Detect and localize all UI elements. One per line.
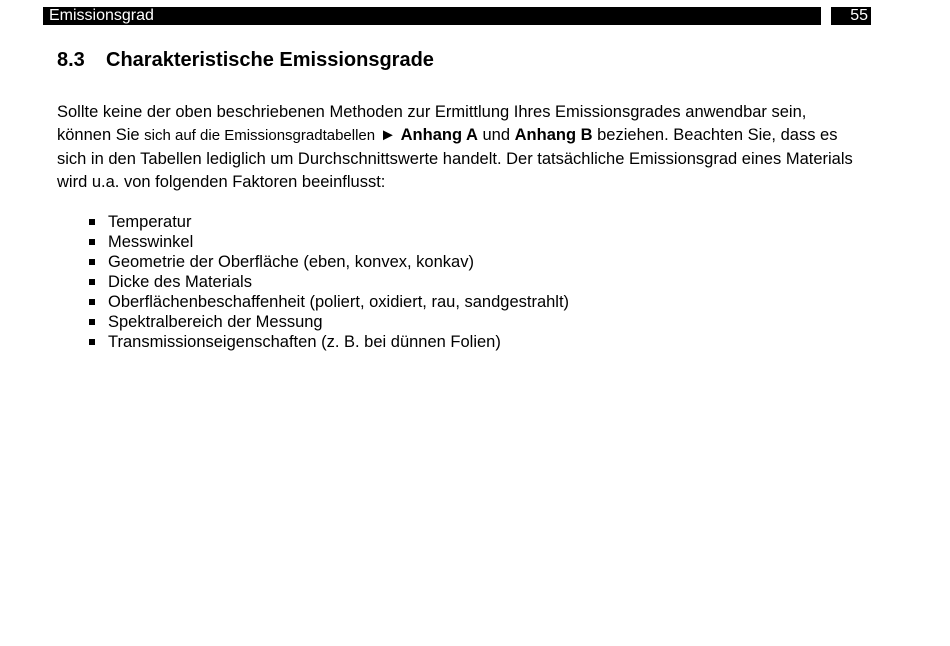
intro-paragraph (57, 101, 857, 194)
list-item: Geometrie der Oberfläche (eben, konvex, konkav) (57, 252, 569, 272)
appendix-b-reference[interactable]: Anhang B (514, 126, 593, 145)
page-number: 55 (831, 7, 871, 25)
running-header-title: Emissionsgrad (49, 7, 154, 24)
running-header (43, 7, 821, 25)
list-item: Messwinkel (57, 232, 569, 252)
paragraph-text-1: Sollte keine der oben beschriebenen Methoden zur Ermittlung Ihres Emissionsgrades anwendbar sein, können Sie (57, 103, 807, 145)
list-item: Spektralbereich der Messung (57, 312, 569, 332)
paragraph-text-3: und (477, 126, 515, 145)
reference-arrow-icon: ► (375, 126, 401, 145)
list-item: Dicke des Materials (57, 272, 569, 292)
list-item: Temperatur (57, 212, 569, 232)
section-heading (57, 47, 434, 73)
appendix-a-reference[interactable]: Anhang A (400, 126, 478, 145)
factor-list (57, 212, 569, 352)
list-item: Transmissionseigenschaften (z. B. bei dünnen Folien) (57, 332, 569, 352)
paragraph-text-4: beziehen. Beachten Sie, dass es sich in den Tabellen lediglich um Durchschnittswerte handelt. Der tatsächliche Emissionsgrad eines Materials wird u.a. von folgenden Faktoren beeinflusst: (57, 126, 853, 191)
section-number: 8.3 (57, 49, 85, 71)
paragraph-text-2: sich auf die Emissionsgradtabellen (144, 127, 376, 145)
section-title: Charakteristische Emissionsgrade (106, 49, 434, 71)
list-item: Oberflächenbeschaffenheit (poliert, oxidiert, rau, sandgestrahlt) (57, 292, 569, 312)
